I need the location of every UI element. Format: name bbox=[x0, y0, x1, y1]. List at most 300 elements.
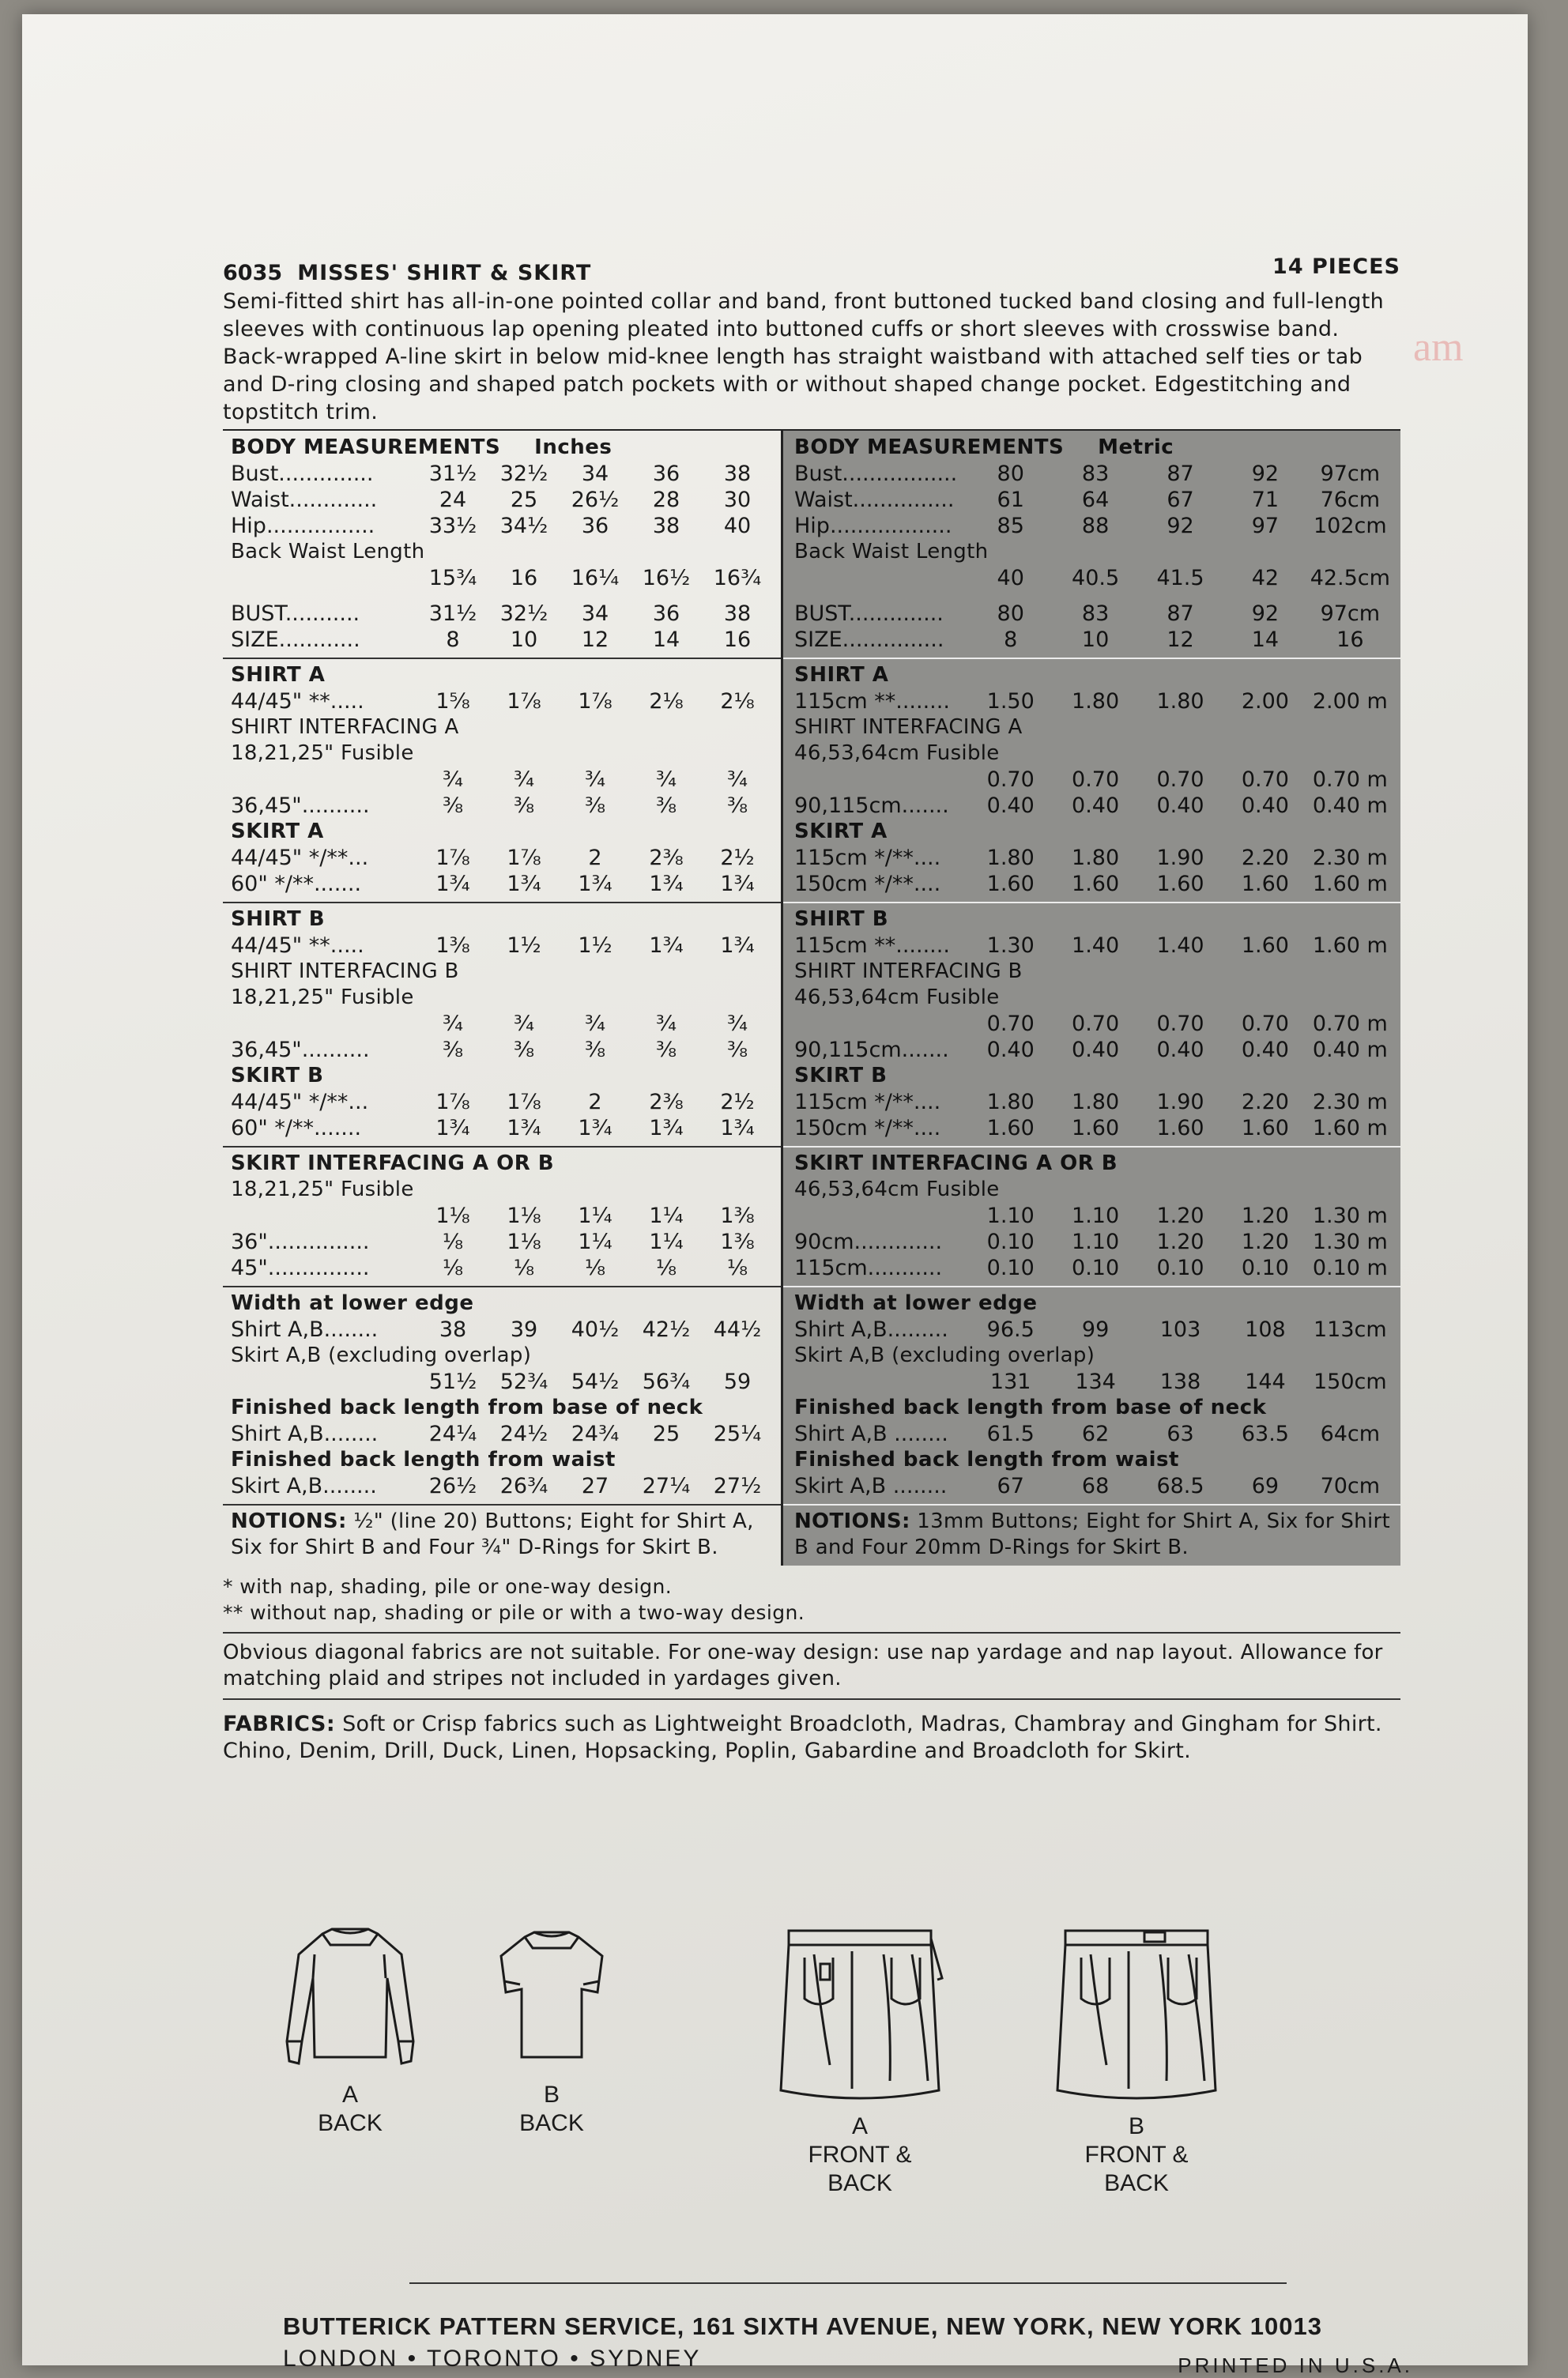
size-value: 150cm bbox=[1313, 1370, 1387, 1394]
row-label: 44/45" **..... bbox=[231, 689, 364, 714]
size-value: 0.40 bbox=[1072, 1038, 1120, 1062]
size-value: 59 bbox=[723, 1370, 752, 1394]
skirt-a-title: SKIRT A bbox=[231, 820, 324, 843]
skirt-a-title: SKIRT A bbox=[794, 820, 888, 843]
size-value: 1.40 bbox=[1072, 933, 1120, 958]
size-value: 2 bbox=[588, 846, 602, 870]
size-value: 2.30 m bbox=[1312, 1090, 1388, 1114]
size-value: 2⅛ bbox=[720, 689, 755, 714]
row-values bbox=[968, 793, 1393, 819]
skirt-interfacing-row-1 bbox=[231, 1229, 773, 1255]
imperial-column bbox=[223, 431, 783, 1566]
row-values bbox=[968, 845, 1393, 871]
size-value: 1.40 bbox=[1156, 933, 1204, 958]
row-label: 115cm **........ bbox=[794, 689, 950, 714]
size-value: 63 bbox=[1167, 1422, 1194, 1446]
size-value: 144 bbox=[1245, 1370, 1286, 1394]
skirt-interfacing-row-2 bbox=[794, 1255, 1393, 1281]
size-value: 134 bbox=[1075, 1370, 1116, 1394]
size-value: 1.80 bbox=[1072, 1090, 1120, 1114]
size-value: 33½ bbox=[428, 514, 477, 538]
row-label: 150cm */**.... bbox=[794, 1116, 941, 1140]
size-value: ⅜ bbox=[584, 793, 606, 818]
row-values bbox=[968, 461, 1393, 487]
size-value: 1⅛ bbox=[507, 1204, 541, 1228]
view-b-letter: B bbox=[543, 2082, 560, 2108]
row-values bbox=[417, 487, 773, 513]
size-value: 30 bbox=[723, 488, 752, 512]
row-label: 44/45" */**... bbox=[231, 846, 369, 870]
row-label: Skirt A,B........ bbox=[231, 1474, 377, 1498]
size-value: 83 bbox=[1081, 462, 1110, 486]
size-value: 1¼ bbox=[649, 1230, 684, 1254]
size-value: ⅜ bbox=[726, 1038, 748, 1062]
row-label: 90,115cm....... bbox=[794, 1038, 949, 1062]
size-value: 41.5 bbox=[1156, 566, 1204, 590]
size-value: 2.20 bbox=[1241, 846, 1289, 870]
shirt-a-title: SHIRT A bbox=[794, 663, 889, 687]
view-a-skirt-label: FRONT & BACK bbox=[808, 2142, 912, 2196]
skirt-a-row-1 bbox=[231, 845, 773, 871]
skirt-interfacing-title: SKIRT INTERFACING A OR B bbox=[794, 1151, 1118, 1175]
shirt-a-longsleeve-back-drawing bbox=[283, 1923, 417, 2081]
size-value: 1.90 bbox=[1156, 1090, 1204, 1114]
size-value: 40.5 bbox=[1072, 566, 1120, 590]
row-values bbox=[417, 627, 773, 653]
row-values bbox=[968, 513, 1393, 539]
size-value: 85 bbox=[997, 514, 1024, 538]
unit-label: Metric bbox=[1098, 435, 1174, 459]
waist-row bbox=[794, 487, 1393, 513]
size-row bbox=[231, 627, 773, 653]
size-value: ⅜ bbox=[442, 793, 464, 818]
row-values bbox=[968, 767, 1393, 793]
size-value: 2.00 m bbox=[1312, 689, 1388, 714]
row-values bbox=[417, 1255, 773, 1281]
size-value: ⅛ bbox=[442, 1256, 464, 1280]
row-values bbox=[968, 565, 1393, 591]
size-value: 1.30 m bbox=[1312, 1204, 1388, 1228]
size-value: 26¾ bbox=[499, 1474, 548, 1498]
back-waist-length-label: Back Waist Length bbox=[231, 540, 425, 563]
row-values bbox=[968, 487, 1393, 513]
size-value: 0.10 bbox=[1072, 1256, 1120, 1280]
size-value: 96.5 bbox=[986, 1317, 1035, 1342]
size-value: 67 bbox=[997, 1474, 1024, 1498]
notions-label: NOTIONS: bbox=[794, 1509, 910, 1533]
size-value: 61 bbox=[997, 488, 1024, 512]
size-value: ⅜ bbox=[655, 793, 677, 818]
skirt-interfacing-fusible-row bbox=[794, 1203, 1393, 1229]
shirt-a-title: SHIRT A bbox=[231, 663, 326, 687]
row-values bbox=[417, 1229, 773, 1255]
footnotes bbox=[223, 1573, 1400, 1626]
size-value: 1⅞ bbox=[435, 846, 470, 870]
row-label: 115cm */**.... bbox=[794, 846, 941, 870]
size-value: 88 bbox=[1081, 514, 1110, 538]
shirt-b-section bbox=[223, 903, 781, 1148]
skirt-interfacing-section bbox=[223, 1148, 781, 1287]
size-value: 1.60 bbox=[1241, 1116, 1289, 1140]
size-value: 1.60 bbox=[1072, 1116, 1120, 1140]
row-values bbox=[968, 601, 1393, 627]
size-value: 1¾ bbox=[578, 1116, 612, 1140]
size-value: 24½ bbox=[499, 1422, 548, 1446]
size-value: 0.40 bbox=[986, 793, 1035, 818]
pattern-envelope-back bbox=[22, 14, 1528, 2377]
shirt-interfacing-a-title: SHIRT INTERFACING A bbox=[231, 715, 459, 739]
size-value: 25 bbox=[510, 488, 538, 512]
skirt-a-drawing bbox=[773, 1923, 947, 2112]
row-values bbox=[968, 1011, 1393, 1037]
shirt-interfacing-b-row bbox=[231, 1037, 773, 1063]
row-label: Bust................. bbox=[794, 462, 958, 486]
size-value: 0.70 bbox=[1072, 767, 1120, 792]
size-value: 2.30 m bbox=[1312, 846, 1388, 870]
row-label: 115cm **........ bbox=[794, 933, 950, 958]
size-value: 1¾ bbox=[507, 1116, 541, 1140]
size-value: 1.60 bbox=[986, 1116, 1035, 1140]
row-values bbox=[417, 871, 773, 897]
view-b-skirt-letter: B bbox=[1128, 2113, 1144, 2139]
row-label: Skirt A,B ........ bbox=[794, 1474, 948, 1498]
width-shirt-row bbox=[231, 1317, 773, 1343]
size-value: 1⅜ bbox=[720, 1204, 755, 1228]
row-values bbox=[417, 845, 773, 871]
size-value: 1.30 bbox=[986, 933, 1035, 958]
size-value: 0.40 bbox=[1156, 1038, 1204, 1062]
footer-rule bbox=[409, 2282, 1287, 2284]
row-values bbox=[417, 601, 773, 627]
size-value: 8 bbox=[1004, 627, 1018, 652]
notions-label: NOTIONS: bbox=[231, 1509, 347, 1533]
row-values bbox=[968, 1255, 1393, 1281]
view-a-letter: A bbox=[341, 2082, 358, 2108]
price-stamp: am bbox=[1413, 325, 1464, 370]
hip-row bbox=[794, 513, 1393, 539]
size-value: 131 bbox=[989, 1370, 1031, 1394]
shirt-interfacing-a-fusible-row bbox=[231, 767, 773, 793]
row-label: Hip................ bbox=[231, 514, 375, 538]
row-label: Shirt A,B........ bbox=[231, 1422, 379, 1446]
fabrics-text: Soft or Crisp fabrics such as Lightweight Broadcloth, Madras, Chambray and Gingham for Shirt. Chino, Denim, Drill, Duck, Linen, Hopsacking, Poplin, Gabardine and Broadcloth for Skirt. bbox=[223, 1712, 1382, 1763]
size-value: 92 bbox=[1251, 601, 1280, 626]
size-value: 1.10 bbox=[1072, 1204, 1120, 1228]
shirt-interfacing-a-fusible: 18,21,25" Fusible bbox=[231, 741, 414, 765]
row-values bbox=[417, 1203, 773, 1229]
row-label: BUST.............. bbox=[794, 601, 944, 626]
size-value: 1¼ bbox=[649, 1204, 684, 1228]
back-length-waist-row bbox=[794, 1473, 1393, 1499]
size-value: 1¾ bbox=[649, 1116, 684, 1140]
notions-text: 13mm Buttons; Eight for Shirt A, Six for Shirt B and Four 20mm D-Rings for Skirt B. bbox=[794, 1509, 1390, 1559]
size-value: 34½ bbox=[499, 514, 548, 538]
size-value: 32½ bbox=[499, 462, 548, 486]
size-value: 68 bbox=[1081, 1474, 1110, 1498]
shirt-a-section bbox=[223, 659, 781, 903]
shirt-b-title: SHIRT B bbox=[231, 907, 326, 931]
size-value: 2⅜ bbox=[649, 1090, 684, 1114]
size-value: 2 bbox=[588, 1090, 602, 1114]
size-value: 63.5 bbox=[1241, 1422, 1289, 1446]
size-value: ⅛ bbox=[584, 1256, 606, 1280]
shirt-b-row bbox=[231, 933, 773, 959]
size-value: 1.60 bbox=[1241, 933, 1289, 958]
size-value: 1⅜ bbox=[435, 933, 470, 958]
size-value: ¾ bbox=[726, 1012, 748, 1036]
row-label: 115cm........... bbox=[794, 1256, 943, 1280]
row-values bbox=[417, 933, 773, 959]
size-value: 1⅛ bbox=[507, 1230, 541, 1254]
notions-text: ½" (line 20) Buttons; Eight for Shirt A, Six for Shirt B and Four ¾" D-Rings for Skirt B. bbox=[231, 1509, 754, 1559]
skirt-a-row-2 bbox=[231, 871, 773, 897]
row-label: 90,115cm....... bbox=[794, 793, 949, 818]
size-value: 69 bbox=[1251, 1474, 1280, 1498]
body-title: BODY MEASUREMENTS bbox=[794, 435, 1065, 459]
size-value: 1.80 bbox=[986, 846, 1035, 870]
size-value: 38 bbox=[652, 514, 680, 538]
skirt-interfacing-row-1 bbox=[794, 1229, 1393, 1255]
size-value: 0.40 m bbox=[1312, 793, 1388, 818]
back-waist-length-row bbox=[794, 565, 1393, 591]
size-value: 0.10 bbox=[1241, 1256, 1289, 1280]
shirt-interfacing-b-fusible-row bbox=[231, 1011, 773, 1037]
shirt-b-section bbox=[783, 903, 1400, 1148]
size-value: 1.20 bbox=[1241, 1230, 1289, 1254]
fabrics-section bbox=[223, 1711, 1400, 1765]
size-value: 26½ bbox=[428, 1474, 477, 1498]
body-title: BODY MEASUREMENTS bbox=[231, 435, 501, 459]
size-value: 1⅝ bbox=[435, 689, 470, 714]
size-value: 92 bbox=[1167, 514, 1194, 538]
size-value: ⅜ bbox=[513, 1038, 535, 1062]
size-value: 1¾ bbox=[720, 872, 755, 896]
shirt-interfacing-a-fusible: 46,53,64cm Fusible bbox=[794, 741, 1000, 765]
skirt-b-row-1 bbox=[794, 1089, 1393, 1115]
shirt-b-shortsleeve-back-drawing bbox=[496, 1923, 607, 2081]
row-values bbox=[417, 1473, 773, 1499]
skirt-a-row-1 bbox=[794, 845, 1393, 871]
size-value: 0.40 bbox=[1156, 793, 1204, 818]
bust-row bbox=[794, 461, 1393, 487]
row-values bbox=[968, 1317, 1393, 1343]
size-value: 0.70 bbox=[1072, 1012, 1120, 1036]
size-value: 1⅞ bbox=[507, 689, 541, 714]
row-values bbox=[417, 1037, 773, 1063]
size-value: 76cm bbox=[1320, 488, 1381, 512]
row-label: Waist............. bbox=[231, 488, 378, 512]
size-value: 70cm bbox=[1320, 1474, 1381, 1498]
size-value: 99 bbox=[1081, 1317, 1110, 1342]
size-value: 31½ bbox=[428, 462, 477, 486]
size-value: 38 bbox=[723, 462, 752, 486]
row-values bbox=[968, 627, 1393, 653]
row-label: 150cm */**.... bbox=[794, 872, 941, 896]
size-value: 83 bbox=[1081, 601, 1110, 626]
row-label: 60" */**....... bbox=[231, 1116, 362, 1140]
row-label: Waist............... bbox=[794, 488, 955, 512]
row-values bbox=[417, 767, 773, 793]
body-measurements bbox=[223, 431, 781, 659]
size-value: ¾ bbox=[442, 767, 464, 792]
fabrics-label: FABRICS: bbox=[223, 1712, 336, 1736]
size-value: 1¼ bbox=[578, 1204, 612, 1228]
row-label: 45"............... bbox=[231, 1256, 370, 1280]
skirt-interfacing-section bbox=[783, 1148, 1400, 1287]
shirt-interfacing-b-fusible: 18,21,25" Fusible bbox=[231, 985, 414, 1009]
size-value: 1.80 bbox=[1072, 846, 1120, 870]
skirt-b-title: SKIRT B bbox=[794, 1064, 888, 1087]
skirt-b-title: SKIRT B bbox=[231, 1064, 324, 1087]
row-values bbox=[968, 933, 1393, 959]
size-value: 24¾ bbox=[571, 1422, 620, 1446]
size-value: 24 bbox=[439, 488, 467, 512]
size-value: 2⅛ bbox=[649, 689, 684, 714]
size-value: 80 bbox=[997, 462, 1024, 486]
skirt-a-row-2 bbox=[794, 871, 1393, 897]
bust-size-row bbox=[231, 601, 773, 627]
size-value: 1¾ bbox=[507, 872, 541, 896]
size-value: 44½ bbox=[713, 1317, 762, 1342]
envelope-content bbox=[223, 254, 1400, 1765]
size-value: 61.5 bbox=[986, 1422, 1035, 1446]
skirt-interfacing-fusible: 18,21,25" Fusible bbox=[231, 1178, 414, 1201]
row-label: Shirt A,B........ bbox=[231, 1317, 379, 1342]
size-value: ⅜ bbox=[726, 793, 748, 818]
row-values bbox=[417, 1369, 773, 1395]
row-values bbox=[968, 1369, 1393, 1395]
size-value: 1⅞ bbox=[507, 1090, 541, 1114]
row-values bbox=[417, 688, 773, 714]
skirt-b-row-2 bbox=[794, 1115, 1393, 1141]
pattern-title: MISSES' SHIRT & SKIRT bbox=[297, 261, 592, 285]
publisher-address: BUTTERICK PATTERN SERVICE, 161 SIXTH AVENUE, NEW YORK, NEW YORK 10013 bbox=[283, 2312, 1322, 2340]
back-views bbox=[283, 1923, 1405, 2196]
width-skirt-subtitle: Skirt A,B (excluding overlap) bbox=[231, 1344, 532, 1367]
unit-label: Inches bbox=[534, 435, 612, 459]
pattern-description: Semi-fitted shirt has all-in-one pointed collar and band, front buttoned tucked band closing and full-length sleeves with continuous lap opening pleated into buttoned cuffs or short sleeves with crosswise band. Back-wrapped A-line skirt in below mid-knee length has straight waistband with attached self ties or tab and D-ring closing and shaped patch pockets with or without shaped change pocket. Edgestitching and topstitch trim. bbox=[223, 289, 1385, 424]
size-value: 0.70 bbox=[1241, 767, 1289, 792]
size-value: 28 bbox=[652, 488, 680, 512]
size-value: 12 bbox=[1167, 627, 1194, 652]
row-label: SIZE............ bbox=[231, 627, 360, 652]
size-value: 0.40 bbox=[1241, 793, 1289, 818]
row-values bbox=[968, 871, 1393, 897]
size-row bbox=[794, 627, 1393, 653]
size-value: 26½ bbox=[571, 488, 620, 512]
bust-size-row bbox=[794, 601, 1393, 627]
back-length-neck-title: Finished back length from base of neck bbox=[794, 1396, 1267, 1419]
size-value: 27 bbox=[581, 1474, 609, 1498]
size-value: 1¼ bbox=[578, 1230, 612, 1254]
size-value: 0.70 bbox=[1156, 1012, 1204, 1036]
row-label: SIZE............... bbox=[794, 627, 944, 652]
size-value: 1¾ bbox=[578, 872, 612, 896]
row-values bbox=[968, 688, 1393, 714]
size-value: 1.60 m bbox=[1312, 933, 1388, 958]
row-values bbox=[968, 1229, 1393, 1255]
size-value: 10 bbox=[510, 627, 538, 652]
size-value: 1½ bbox=[507, 933, 541, 958]
size-value: ¾ bbox=[584, 767, 606, 792]
size-value: 1.20 bbox=[1241, 1204, 1289, 1228]
row-label: 36,45".......... bbox=[231, 1038, 370, 1062]
metric-column bbox=[783, 431, 1400, 1566]
skirt-b-drawing bbox=[1050, 1923, 1223, 2112]
size-value: 25 bbox=[652, 1422, 680, 1446]
shirt-interfacing-a-row bbox=[794, 793, 1393, 819]
size-value: 2½ bbox=[720, 846, 755, 870]
row-label: 36,45".......... bbox=[231, 793, 370, 818]
size-value: 113cm bbox=[1313, 1317, 1387, 1342]
size-value: 0.10 bbox=[986, 1256, 1035, 1280]
row-values bbox=[417, 1089, 773, 1115]
shirt-interfacing-a-title: SHIRT INTERFACING A bbox=[794, 715, 1023, 739]
body-measurements bbox=[783, 431, 1400, 659]
view-b-skirt-label: FRONT & BACK bbox=[1084, 2142, 1189, 2196]
shirt-b-row bbox=[794, 933, 1393, 959]
size-value: ⅛ bbox=[442, 1230, 464, 1254]
size-value: 64 bbox=[1081, 488, 1110, 512]
row-values bbox=[968, 1037, 1393, 1063]
size-value: 0.10 bbox=[986, 1230, 1035, 1254]
row-label: 60" */**....... bbox=[231, 872, 362, 896]
size-value: 1.60 bbox=[1241, 872, 1289, 896]
size-value: 97 bbox=[1251, 514, 1280, 538]
size-value: 42.5cm bbox=[1310, 566, 1390, 590]
size-value: ⅜ bbox=[513, 793, 535, 818]
size-value: 87 bbox=[1167, 462, 1194, 486]
size-value: 1¾ bbox=[435, 1116, 470, 1140]
size-value: 67 bbox=[1167, 488, 1194, 512]
size-value: 1¾ bbox=[720, 1116, 755, 1140]
size-value: 38 bbox=[439, 1317, 467, 1342]
size-value: 16 bbox=[1336, 627, 1364, 652]
size-value: 16 bbox=[510, 566, 538, 590]
size-value: 1⅛ bbox=[435, 1204, 470, 1228]
size-value: 36 bbox=[652, 601, 680, 626]
size-value: 0.70 bbox=[1156, 767, 1204, 792]
size-value: ¾ bbox=[513, 767, 535, 792]
size-value: 16½ bbox=[642, 566, 691, 590]
width-shirt-row bbox=[794, 1317, 1393, 1343]
row-values bbox=[417, 1011, 773, 1037]
size-value: 1⅞ bbox=[578, 689, 612, 714]
row-label: Hip.................. bbox=[794, 514, 952, 538]
size-value: 42 bbox=[1251, 566, 1280, 590]
shirt-interfacing-b-row bbox=[794, 1037, 1393, 1063]
yardage-chart bbox=[223, 429, 1400, 1566]
size-value: 14 bbox=[652, 627, 680, 652]
size-value: ¾ bbox=[655, 767, 677, 792]
row-label: 115cm */**.... bbox=[794, 1090, 941, 1114]
size-value: 1.90 bbox=[1156, 846, 1204, 870]
size-value: 0.70 m bbox=[1312, 1012, 1388, 1036]
back-length-neck-row bbox=[794, 1421, 1393, 1447]
size-value: 0.70 bbox=[986, 1012, 1035, 1036]
waist-row bbox=[231, 487, 773, 513]
shirt-a-section bbox=[783, 659, 1400, 903]
skirt-interfacing-row-2 bbox=[231, 1255, 773, 1281]
size-value: 40½ bbox=[571, 1317, 620, 1342]
size-value: 1⅞ bbox=[435, 1090, 470, 1114]
size-value: 0.70 m bbox=[1312, 767, 1388, 792]
back-length-waist-title: Finished back length from waist bbox=[794, 1448, 1179, 1472]
piece-count: 14 PIECES bbox=[1272, 254, 1400, 279]
size-value: 71 bbox=[1251, 488, 1280, 512]
row-values bbox=[417, 793, 773, 819]
row-label: Bust.............. bbox=[231, 462, 374, 486]
